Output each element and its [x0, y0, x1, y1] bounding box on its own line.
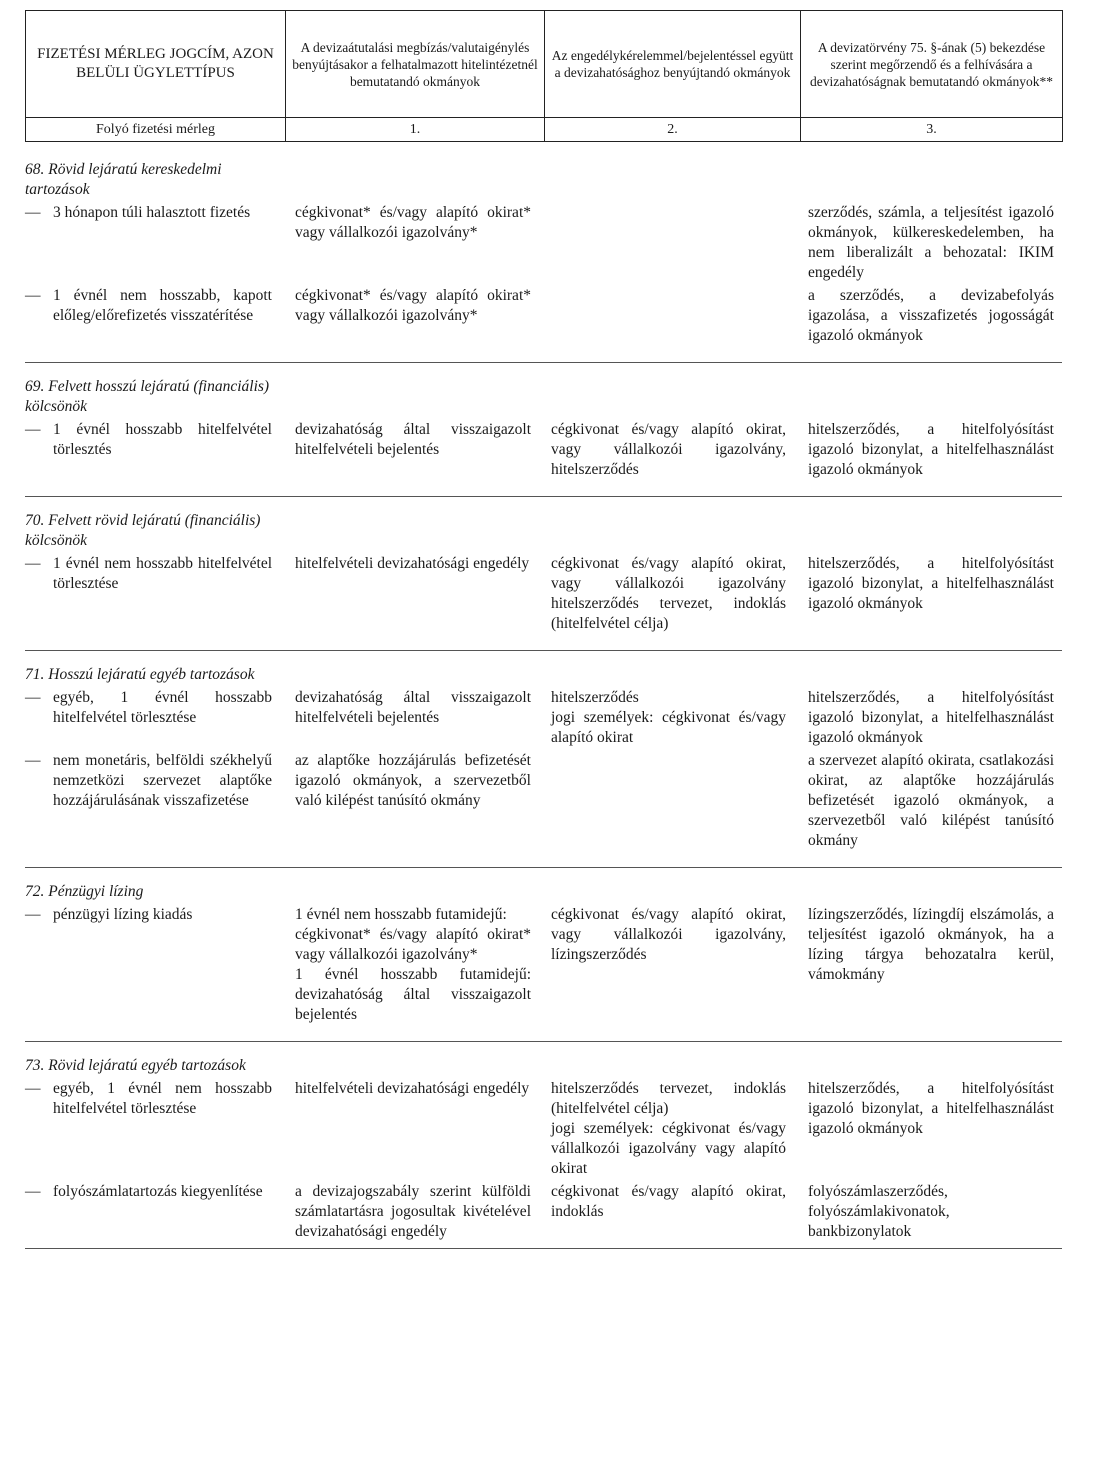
- header-col-3: A devizatörvény 75. §-ának (5) bekezdése szerint megőrzendő és a felhívására a devizahatóságnak bemutatandó okmányok**: [801, 11, 1063, 118]
- header-row: [26, 11, 1063, 118]
- table-row: [25, 688, 1062, 748]
- cell-col-1: devizahatóság által visszaigazolt hitelfelvételi bejelentés: [295, 689, 531, 726]
- section-title: 70. Felvett rövid lejáratú (financiális) kölcsönök: [25, 512, 261, 549]
- cell-col-2: hitelszerződés tervezet, indoklás (hitelfelvétel célja) jogi személyek: cégkivonat és/vagy vállalkozói igazolvány vagy alapító okirat: [551, 1080, 786, 1177]
- header-table: [25, 10, 1063, 142]
- row-label: folyószámlatartozás kiegyenlítése: [53, 1183, 263, 1200]
- header-number-row: [26, 118, 1063, 142]
- cell-col-1: cégkivonat* és/vagy alapító okirat* vagy vállalkozói igazolvány*: [295, 287, 531, 324]
- row-label: pénzügyi lízing kiadás: [53, 906, 193, 923]
- cell-col-1: hitelfelvételi devizahatósági engedély: [295, 555, 530, 572]
- dash-mark: —: [25, 906, 41, 923]
- dash-mark: —: [25, 204, 41, 221]
- cell-col-1: devizahatóság által visszaigazolt hitelfelvételi bejelentés: [295, 421, 531, 458]
- row-label-cell: [25, 905, 272, 1025]
- row-label-cell: [25, 286, 272, 346]
- dash-mark: —: [25, 287, 41, 304]
- table-row: [25, 420, 1062, 480]
- cell-col-2: cégkivonat és/vagy alapító okirat, indoklás: [551, 1183, 786, 1220]
- row-label-cell: [25, 420, 272, 480]
- header-col-1: A devizaátutalási megbízás/valutaigénylés benyújtásakor a felhatalmazott hitelintézetnél bemutatandó okmányok: [286, 11, 545, 118]
- header-num-3: 3.: [801, 118, 1063, 142]
- row-label: 1 évnél nem hosszabb, kapott előleg/előrefizetés visszatérítése: [53, 287, 272, 324]
- section-title: 69. Felvett hosszú lejáratú (financiális) kölcsönök: [25, 378, 270, 415]
- cell-col-3: hitelszerződés, a hitelfolyósítást igazoló bizonylat, a hitelfelhasználást igazoló okmányok: [808, 555, 1054, 612]
- row-label-cell: [25, 751, 272, 851]
- header-num-1: 1.: [286, 118, 545, 142]
- cell-col-1: hitelfelvételi devizahatósági engedély: [295, 1080, 530, 1097]
- cell-col-3: folyószámlaszerződés, folyószámlakivonatok, bankbizonylatok: [808, 1183, 950, 1240]
- header-col-2: Az engedélykérelemmel/bejelentéssel együtt a devizahatósághoz benyújtandó okmányok: [545, 11, 801, 118]
- row-label-cell: [25, 1182, 272, 1242]
- section-71: [25, 661, 1062, 868]
- cell-col-1: az alaptőke hozzájárulás befizetését igazoló okmányok, a szervezetből való kilépést tanúsító okmány: [295, 752, 531, 809]
- table-row: [25, 751, 1062, 851]
- cell-col-2: [551, 751, 786, 851]
- cell-col-3: a szervezet alapító okirata, csatlakozási okirat, az alaptőke hozzájárulás befizetését igazoló okmányok, a szervezetből való kilépést tanúsító okmány: [808, 752, 1054, 849]
- table-row: [25, 203, 1062, 283]
- sections: [25, 156, 1062, 1249]
- cell-col-3: hitelszerződés, a hitelfolyósítást igazoló bizonylat, a hitelfelhasználást igazoló okmányok: [808, 689, 1054, 746]
- row-label: 1 évnél nem hosszabb hitelfelvétel törlesztése: [53, 555, 272, 592]
- section-68: [25, 156, 1062, 363]
- dash-mark: —: [25, 752, 41, 769]
- cell-col-2: hitelszerződés jogi személyek: cégkivonat és/vagy alapító okirat: [551, 689, 786, 746]
- cell-col-2: [551, 286, 786, 346]
- cell-col-3: szerződés, számla, a teljesítést igazoló okmányok, külkereskedelemben, ha nem liberalizált a behozatal: IKIM engedély: [808, 204, 1054, 281]
- row-label: 3 hónapon túli halasztott fizetés: [53, 204, 251, 221]
- row-label-cell: [25, 1079, 272, 1179]
- row-label: 1 évnél hosszabb hitelfelvétel törlesztés: [53, 421, 272, 458]
- section-title: 73. Rövid lejáratú egyéb tartozások: [25, 1057, 246, 1074]
- section-title: 71. Hosszú lejáratú egyéb tartozások: [25, 666, 255, 683]
- row-label-cell: [25, 554, 272, 634]
- section-72: [25, 878, 1062, 1042]
- table-row: [25, 286, 1062, 346]
- table-row: [25, 905, 1062, 1025]
- section-73: [25, 1052, 1062, 1249]
- table-row: [25, 1182, 1062, 1242]
- row-label: egyéb, 1 évnél nem hosszabb hitelfelvétel törlesztése: [53, 1080, 272, 1117]
- section-title: 72. Pénzügyi lízing: [25, 883, 144, 900]
- header-num-0: Folyó fizetési mérleg: [26, 118, 286, 142]
- dash-mark: —: [25, 1080, 41, 1097]
- dash-mark: —: [25, 421, 41, 438]
- cell-col-1: cégkivonat* és/vagy alapító okirat* vagy vállalkozói igazolvány*: [295, 204, 531, 241]
- table-row: [25, 554, 1062, 634]
- row-label-cell: [25, 203, 272, 283]
- section-70: [25, 507, 1062, 651]
- row-label: nem monetáris, belföldi székhelyű nemzetközi szervezet alaptőke hozzájárulásának visszafizetése: [53, 752, 272, 809]
- header-col-category: FIZETÉSI MÉRLEG JOGCÍM, AZON BELÜLI ÜGYLETTÍPUS: [26, 11, 286, 118]
- table-row: [25, 1079, 1062, 1179]
- cell-col-3: hitelszerződés, a hitelfolyósítást igazoló bizonylat, a hitelfelhasználást igazoló okmányok: [808, 421, 1054, 478]
- section-69: [25, 373, 1062, 497]
- cell-col-2: [551, 203, 786, 283]
- cell-col-3: hitelszerződés, a hitelfolyósítást igazoló bizonylat, a hitelfelhasználást igazoló okmányok: [808, 1080, 1054, 1137]
- cell-col-1: a devizajogszabály szerint külföldi számlatartásra jogosultak kivételével devizahatósági engedély: [295, 1183, 531, 1240]
- cell-col-3: a szerződés, a devizabefolyás igazolása, a visszafizetés jogosságát igazoló okmányok: [808, 287, 1054, 344]
- header-num-2: 2.: [545, 118, 801, 142]
- dash-mark: —: [25, 689, 41, 706]
- dash-mark: —: [25, 1183, 41, 1200]
- section-title: 68. Rövid lejáratú kereskedelmi tartozások: [25, 161, 222, 198]
- cell-col-1: 1 évnél nem hosszabb futamidejű: cégkivonat* és/vagy alapító okirat* vagy vállalkozói igazolvány* 1 évnél hosszabb futamidejű: devizahatóság által visszaigazolt bejelentés: [295, 906, 531, 1023]
- cell-col-2: cégkivonat és/vagy alapító okirat, vagy vállalkozói igazolvány, lízingszerződés: [551, 906, 786, 963]
- cell-col-3: lízingszerződés, lízingdíj elszámolás, a teljesítést igazoló okmányok, ha a lízing tárgya behozatalra kerül, vámokmány: [808, 906, 1054, 983]
- document-page: [25, 10, 1062, 1249]
- row-label-cell: [25, 688, 272, 748]
- cell-col-2: cégkivonat és/vagy alapító okirat, vagy vállalkozói igazolvány, hitelszerződés: [551, 421, 786, 478]
- dash-mark: —: [25, 555, 41, 572]
- row-label: egyéb, 1 évnél hosszabb hitelfelvétel törlesztése: [53, 689, 272, 726]
- cell-col-2: cégkivonat és/vagy alapító okirat, vagy vállalkozói igazolvány hitelszerződés tervezet, indoklás (hitelfelvétel célja): [551, 555, 786, 632]
